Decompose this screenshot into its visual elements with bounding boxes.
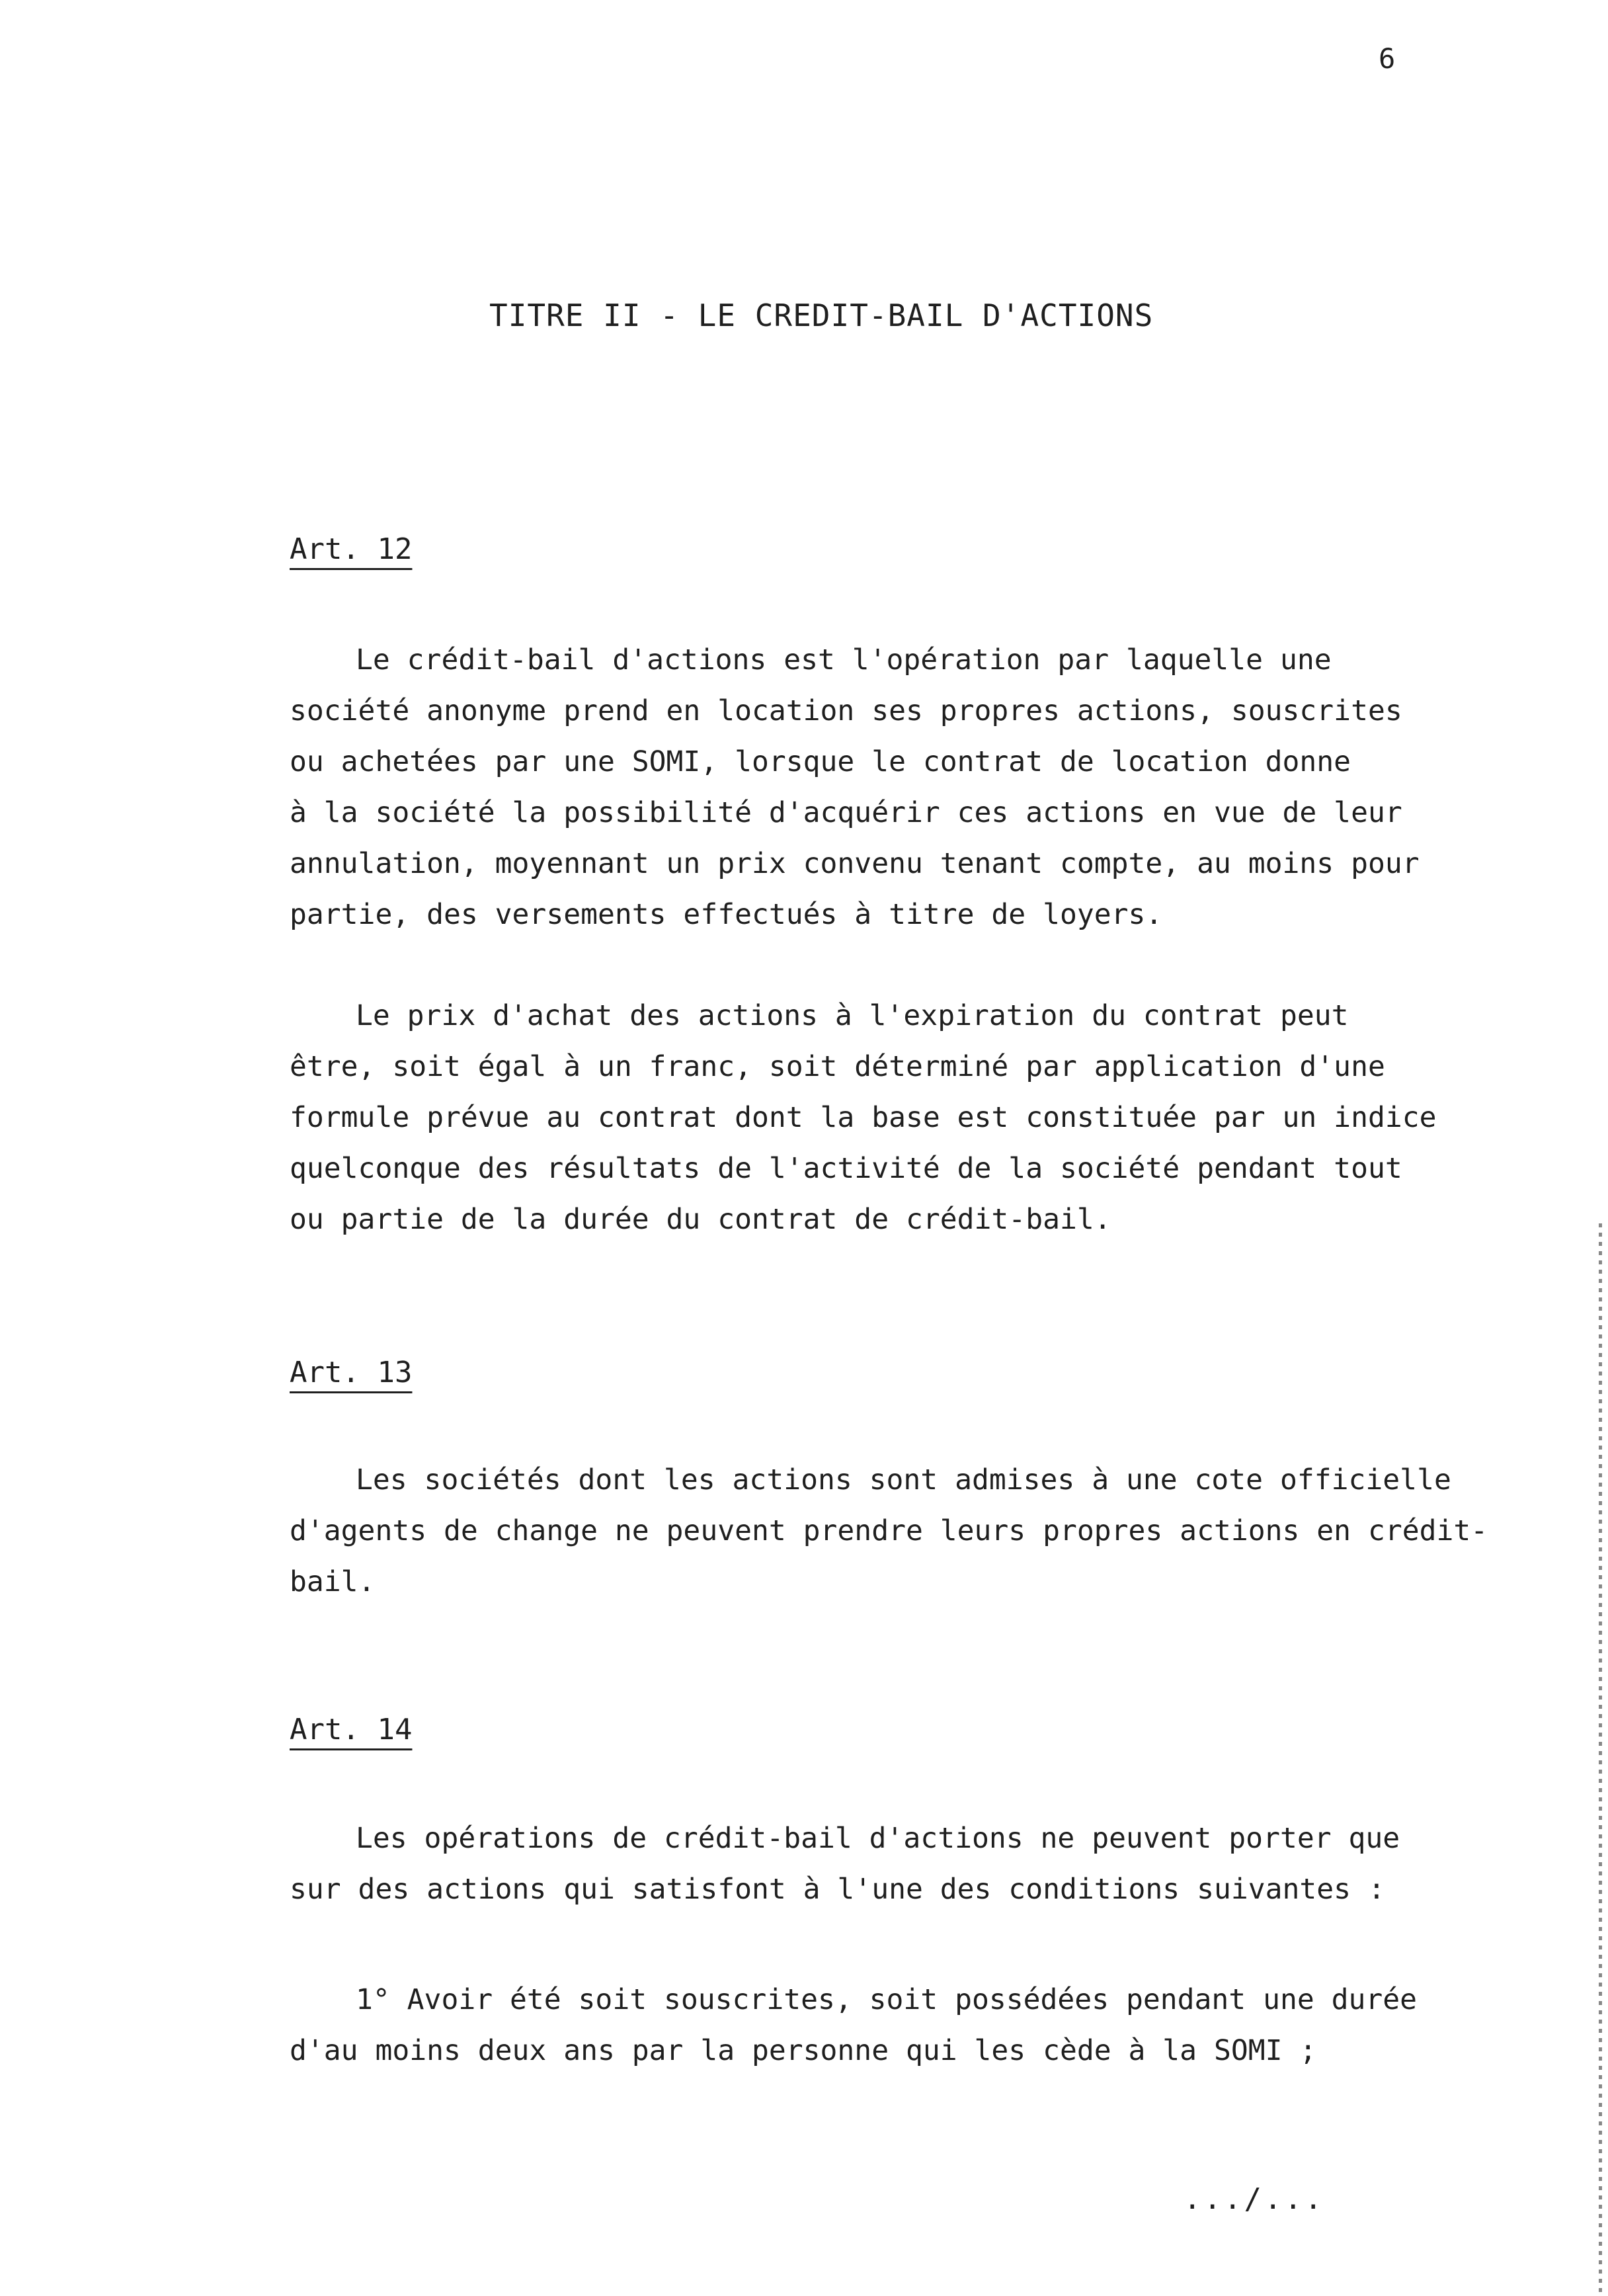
text-line: être, soit égal à un franc, soit déterminé par application d'une — [290, 1050, 1385, 1083]
section-title: TITRE II - LE CREDIT-BAIL D'ACTIONS — [489, 298, 1154, 333]
text-line: quelconque des résultats de l'activité de la société pendant tout — [290, 1152, 1402, 1185]
text-line: sur des actions qui satisfont à l'une des conditions suivantes : — [290, 1873, 1385, 1906]
text-line: Le prix d'achat des actions à l'expiration du contrat peut — [356, 999, 1349, 1032]
article-14-paragraph-1 — [290, 1813, 1500, 1915]
article-14-paragraph-2 — [290, 1975, 1500, 2076]
text-line: bail. — [290, 1565, 376, 1598]
text-line: société anonyme prend en location ses propres actions, souscrites — [290, 694, 1402, 727]
text-line: d'au moins deux ans par la personne qui les cède à la SOMI ; — [290, 2034, 1317, 2067]
page-number: 6 — [1379, 42, 1396, 75]
text-line: Les sociétés dont les actions sont admises à une cote officielle — [356, 1463, 1451, 1496]
text-line: à la société la possibilité d'acquérir ces actions en vue de leur — [290, 796, 1402, 829]
text-line: ou partie de la durée du contrat de crédit-bail. — [290, 1203, 1111, 1236]
article-12-heading: Art. 12 — [290, 532, 413, 566]
scan-margin-streak — [1599, 1223, 1602, 2295]
text-line: d'agents de change ne peuvent prendre leurs propres actions en crédit- — [290, 1514, 1488, 1547]
text-line: Le crédit-bail d'actions est l'opération par laquelle une — [356, 643, 1332, 676]
continuation-marker: .../... — [1184, 2182, 1325, 2216]
text-line: 1° Avoir été soit souscrites, soit possédées pendant une durée — [356, 1983, 1418, 2016]
article-13-heading: Art. 13 — [290, 1356, 413, 1389]
text-line: Les opérations de crédit-bail d'actions ne peuvent porter que — [356, 1822, 1400, 1855]
article-13-paragraph-1 — [290, 1455, 1500, 1608]
article-12-paragraph-2 — [290, 991, 1500, 1245]
text-line: partie, des versements effectués à titre de loyers. — [290, 898, 1163, 931]
text-line: formule prévue au contrat dont la base est constituée par un indice — [290, 1101, 1437, 1134]
article-14-heading: Art. 14 — [290, 1713, 413, 1746]
text-line: annulation, moyennant un prix convenu tenant compte, au moins pour — [290, 847, 1420, 880]
text-line: ou achetées par une SOMI, lorsque le contrat de location donne — [290, 745, 1351, 778]
article-12-paragraph-1 — [290, 635, 1500, 940]
